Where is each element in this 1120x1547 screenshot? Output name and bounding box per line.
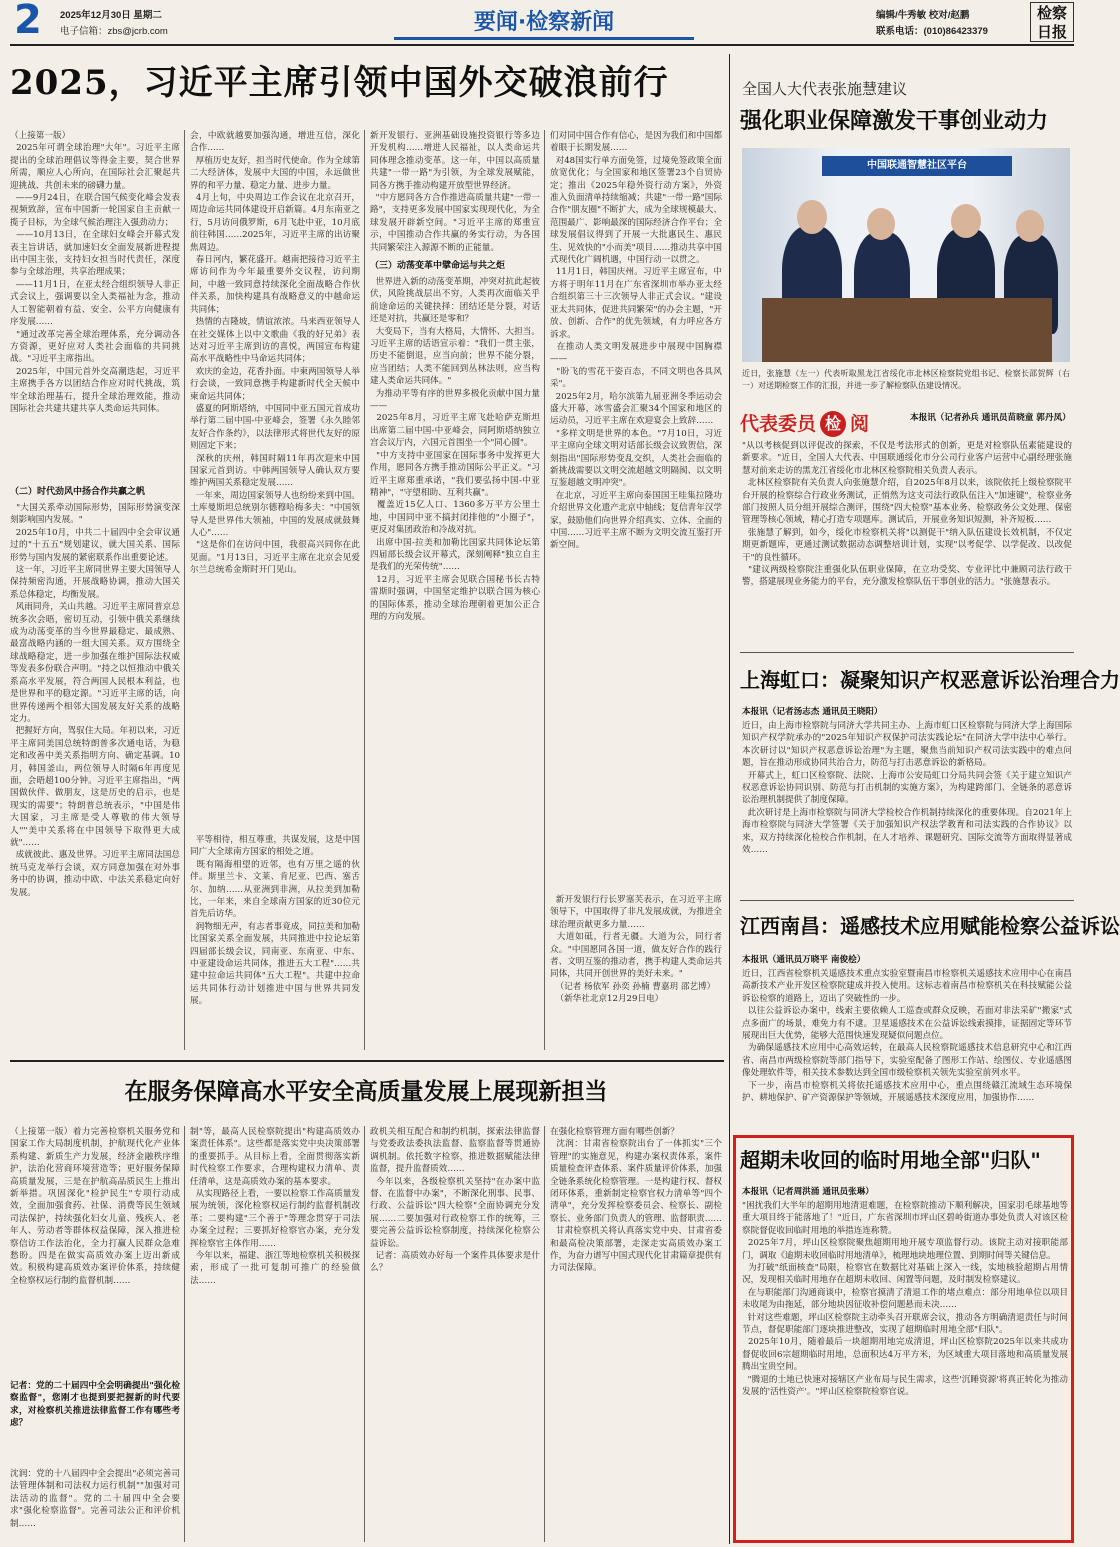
main-subhead-2: （二）时代劲风中扬合作共赢之帆 [10, 487, 146, 497]
bottom-col3-text: 政机关相互配合和制约机制，探索法律监督与党委政法委执法监督、监察监督等贯通协调机制。依托数字检察，推进数据赋能法律监督，提升监督质效…… 今年以来，各级检察机关坚持"在办案中监督、在监督中办案"，不断深化刑事、民事、行政、公益诉讼"四大检察"全面协调充分发展……二要加强对行政检察工作的统筹，三要完善公益诉讼检察制度，持续深化检察公益诉讼。 记者：高质效办好每一个案件具体要求是什么？ [370, 1127, 540, 1274]
masthead [0, 0, 1080, 44]
badge-text-c: 阅 [850, 413, 870, 435]
right-headline-3: 江西南昌：遥感技术应用赋能检察公益诉讼 [740, 914, 1120, 938]
bottom-col1-answer: 沈润：党的十八届四中全会提出"必须完善司法管理体制和司法权力运行机制""加强对司法活动的监督"。党的二十届四中全会要求"强化检察监督"。完善司法公正和评价机制…… [10, 1469, 180, 1529]
page-number: 2 [14, 0, 42, 43]
photo-caption: 近日，张施慧（左一）代表听取黑龙江省绥化市北林区检察院党组书记、检察长邵贺辉（右一）对送期检察工作的汇报，并进一步了解检察队伍建设情况。 [742, 369, 1070, 390]
column-divider [184, 1126, 185, 1542]
story-rule [740, 900, 1074, 901]
masthead-rule [10, 44, 1074, 46]
column-divider [544, 130, 545, 1050]
main-headline: 2025，习近平主席引领中国外交破浪前行 [10, 63, 669, 103]
column-divider [364, 1126, 365, 1542]
main-col2-text-a: 会，中欧就越要加强沟通，增进互信，深化合作…… 厚植历史友好，担当时代使命。作为全球第二大经济体，发展中大国的中国，永远做世界的和平力量、稳定力量、进步力量。 4月上旬，中央周边工作会议在北京召开，周边命运共同体建设开启新篇。4月东南亚之行，5月访问俄罗斯，6月飞赴中亚，10月底前往韩国……2025年，习近平主席的出访聚焦周边。 春日河内，繁花盛开。越南把接待习近平主席访问作为今年最重要外交议程，访问期间，中越一致同意持续深化全面战略合作伙伴关系，加快构建具有战略意义的中越命运共同体； 热情的吉隆坡，情谊浓浓。马来西亚领导人在社交媒体上以中文歌曲《我的好兄弟》表达对习近平主席到访的喜悦，两国宣布构建高水平战略性中马命运共同体； 欢庆的金边，花香扑面。中柬两国领导人举行会谈，一致同意携手构建新时代全天候中柬命运共同体； 盛夏的阿斯塔纳，中国同中亚五国元首成功举行第二届中国-中亚峰会，签署《永久睦邻友好合作条约》，以法律形式将世代友好的原则固定下来； 深秋的庆州，韩国时隔11年再次迎来中国国家元首到访。中韩两国领导人确认双方要维护两国关系稳定发展…… 一年来，周边国家领导人也纷纷来到中国。土库曼斯坦总统别尔德穆哈梅多夫："中国领导人是世界伟大领袖，中国的发展成就鼓舞人心"…… "这是你们在访问中国，我很高兴同你在此见面。"1月13日，习近平主席在北京会见爱尔兰总统希金斯时开门见山。 [190, 131, 361, 576]
right-headline-1: 强化职业保障激发干事创业动力 [740, 108, 1049, 134]
main-col2-text-b: 平等相待，相互尊重，共谋发展，这是中国同广大全球南方国家的相处之道。 既有隔海相望的近邻，也有万里之遥的伙伴。斯里兰卡、文莱、肯尼亚、巴西、塞舌尔、加纳……从亚洲到非洲，从拉美到加勒比，一年来，来自全球南方国家的近30位元首先后访华。 润物细无声，有志者事竟成，同拉美和加勒比国家关系全面发展，共同推进中拉论坛第四届部长级会议，同南亚、东南亚、中东、中亚建设命运共同体，推进五大工程"……共建中拉命运共同体"五大工程"。共建中拉命运共同体行动计划推进中国与世界共同发展。 [190, 835, 360, 1007]
main-col1-text-a: （上接第一版） 2025年可谓全球治理"大年"。习近平主席提出的全球治理倡议等得金主要，契合世界所需，顺应人心所向，在国际社会汇聚起共迎挑战、共创未来的磅礴力量。 ——9月24日，在联合国气候变化峰会发表视频致辞，宣布中国新一轮国家自主贡献一揽子目标，为全球气候治理注入强劲动力； ——10月13日，在全球妇女峰会开幕式发表主旨讲话，就加速妇女全面发展新进程提出中国主张，支持妇女担当时代责任，深度参与全球治理，共享治理成果； ——11月1日，在亚太经合组织领导人非正式会议上，强调要以全人类福祉为念，推动人工智能朝着有益、安全、公平方向健康有序发展…… "通过改革完善全球治理体系，充分调动各方资源，更好应对人类社会面临的共同挑战。"习近平主席指出。 2025年，中国元首外交高潮迭起，习近平主席携手各方以团结合作应对时代挑战，筑牢全球治理基石，提升全球治理效能，推动国际社会共建共建共享人类命运共同体。 [10, 131, 181, 414]
main-col3-text-b: 世界进入新的动荡变革期，冲突对抗此起彼伏，风险挑战层出不穷，人类再次面临关乎前途命运的关键抉择：团结还是分裂，对话还是对抗，共赢还是零和？ 大变局下，当有大格局，大情怀、大担当。习近平主席的话语宣示着："我们一贯主张，历史不能倒退，应当向前；世界不能分裂，应当团结；人类不能回到丛林法则，应当构建人类命运共同体。" 为推动平等有序的世界多极化贡献中国力量—— 2025年8月，习近平主席飞赴哈萨克斯坦出席第二届中国-中亚峰会，同阿斯塔纳独立宫会议厅内，六国元首围坐一个"同心圆"。 "中方支持中亚国家在国际事务中发挥更大作用，愿同各方携手推动国际公平正义。"习近平主席郑重承诺，"我们要弘扬中国-中亚精神"，"守望相助、互利共赢"。 覆盖近15亿人口、1360多万平方公里土地，中国同中亚不搞封闭排他的"小圈子"，更反对集团政治和冷战对抗。 出席中国-拉美和加勒比国家共同体论坛第四届部长级会议开幕式，深刻阐释"独立自主是我们的光荣传统"…… 12月，习近平主席会见联合国秘书长古特雷斯时强调，中国坚定维护以联合国为核心的国际体系，推动全球治理朝着更加公正合理的方向发展。 [370, 277, 541, 622]
main-col4-text-a: 们对同中国合作有信心，是因为我们和中国都着眼于长期发展…… 对48国实行单方面免签，过境免签政策全面放宽优化；与全国家和地区签署23个自贸协定；推出《2025年稳外资行动方案》，外资准入负面清单持续缩减；共建"一带一路"国际合作"朋友圈"不断扩大，成为全球规模最大、范围最广、影响最深的国际经济合作平台；全球发展倡议得到了开展一大批惠民生、惠民生、见效快的"小而美"项目……推动共享中国式现代化广阔机遇，中国行动一以贯之。 11月1日，韩国庆州。习近平主席宣布，中方将于明年11月在广东省深圳市举办亚太经合组织第三十三次领导人非正式会议。"建设亚太共同体，促进共同繁荣"的办会主题，"开放、创新、合作"的优先领域，有力呼应各方诉求。 在推动人类文明发展进步中展现中国胸襟—— "盼飞的雪花干姿百态，不同文明也各具风采"。 2025年2月，哈尔滨第九届亚洲冬季运动会盛大开幕，冰雪盛会汇聚34个国家和地区的运动员，习近平主席在欢迎宴会上致辞…… "多样文明是世界的本色。"7月10日，习近平主席向全球文明对话部长级会议致贺信，深刻指出"国际形势变乱交织，人类社会面临的新挑战需要以文明交流超越文明隔阂、以文明互鉴超越文明冲突"。 在北京，习近平主席向泰国国王哇集拉隆功介绍世界文化遗产北京中轴线；复信青年汉学家，鼓励他们向世界介绍真实、立体、全面的中国……习近平主席不断为文明交流互鉴打开新空间。 [550, 131, 723, 551]
story2-text: 近日，由上海市检察院与同济大学共同主办、上海市虹口区检察院与同济大学上海国际知识产权学院承办的"2025年知识产权保护司法实践论坛"在同济大学中法中心举行。本次研讨以"知识产权恶意诉讼治理"为主题，聚焦当前知识产权司法实践中的难点问题，旨在推动形成协同共治合力，防范与打击恶意诉讼的新格局。 开幕式上，虹口区检察院、法院、上海市公安局虹口分局共同会签《关于建立知识产权恶意诉讼协同识别、防范与打击机制的实施方案》，为构建跨部门、全链条的恶意诉讼治理机制提供了制度保障。 此次研讨是上海市检察院与同济大学检校合作机制持续深化的重要体现。自2021年上海市检察院与同济大学签署《关于加强知识产权法学教育和司法实践的合作协议》以来，双方持续深化检校合作机制，在人才培养、课题研究、国际交流等方面取得显著成效…… [742, 721, 1073, 856]
right-kicker: 全国人大代表张施慧建议 [742, 80, 908, 98]
story4-text: "困扰我们大半年的超期用地清退难题，在检察院推动下顺利解决，国家羽毛球基地等重大项目终于能落地了！"近日，广东省深圳市坪山区碧岭街道办事处负责人对该区检察院督促收回临时用地的举措连连称赞。 2025年7月，坪山区检察院聚焦超期用地开展专项监督行动。该院主动对接职能部门，调取《逾期未收回临时用地清单》，梳理地块地理位置、到期时间等关键信息。 为打破"纸面核查"局限，检察官在数据比对基础上深入一线，实地核验超期占用情况，发现相关临时用地存在超期未收回、闲置等问题，及时制发检察建议。 在与职能部门沟通商谈中，检察官摸清了清退工作的堵点难点：部分用地单位以项目未收尾为由拖延，部分地块因征收补偿问题悬而未决…… 针对这些难题，坪山区检察院主动牵头召开联席会议，推动各方明确清退责任与时间节点，督促职能部门逐块推进整改，实现了超期临时用地全部"归队"。 2025年10月，随着最后一块超期用地完成清退，坪山区检察院2025年以来共成功督促收回6宗超期临时用地，总面积达4万平方米，为区域重大项目落地和高质量发展腾出宝贵空间。 "腾退的土地已快速对接辖区产业布局与民生需求，这些'沉睡资源'将真正转化为推动发展的'活性资产'。"坪山区检察院检察官说。 [742, 1201, 1068, 1398]
main-col4-text-b: 新开发银行行长罗塞芙表示，在习近平主席领导下，中国取得了非凡发展成就，为推进全球治理贡献更多力量…… 大道如砥，行者无疆。大道为公，同行者众。"中国愿同各国一道，做友好合作的践行者、文明互鉴的推动者，携手构建人类命运共同体，共同开创世界的美好未来。" （记者 杨依军 孙奕 孙楠 曹嘉玥 邵艺博） （新华社北京12月29日电） [550, 895, 722, 1005]
column-divider [544, 1126, 545, 1542]
story-rule [740, 652, 1074, 653]
bottom-col1-text: （上接第一版）着力完善检察机关服务党和国家工作大局制度机制，护航现代化产业体系构建、新质生产力发展，经济金融秩序维护，法治化营商环境营造等；更好服务保障高质量发展，三是在护航高品质民生上推出新举措。巩固深化"检护民生"专项行动成效，全面加强食药、社保、消费等民生领域司法保护，持续强化妇女儿童、残疾人、老年人、劳动者等群体权益保障，深入推进检察信访工作法治化，全力打赢人民群众急难愁盼。四是在做实高质效办案上迈出新成效。积极构建高质效办案评价体系，持续健全检察权运行制约监督机制…… [10, 1127, 180, 1286]
bottom-col4-text: 在强化检察管理方面有哪些创新？ 沈润：甘肃省检察院出台了一体抓实"三个管理"的实施意见，构建办案权责体系，案件质量检查评查体系、案件质量评价体系，加强全链条系统化检察管理。一是构建行权、督权闭环体系，重新制定检察官权力清单等"四个清单"，充分发挥检察委员会、检察长、副检察长、业务部门负责人的管理、监督职责…… 甘肃检察机关将认真落实党中央、甘肃省委和最高检决策部署，走深走实高质效办案工作，为奋力谱写中国式现代化甘肃篇章提供有力司法保障。 [550, 1127, 722, 1274]
section-title: 要闻·检察新闻 [473, 10, 615, 35]
bottom-rule [10, 1060, 724, 1062]
story4-byline: 本报讯（记者周洪涌 通讯员张琳） [742, 1187, 874, 1197]
badge-circle: 检 [820, 411, 846, 437]
badge-text-a: 代表委员 [740, 413, 817, 435]
story2-byline: 本报讯（记者汤志杰 通讯员王晓阳） [742, 707, 883, 717]
right-headline-2: 上海虹口：凝聚知识产权恶意诉讼治理合力 [740, 668, 1120, 692]
main-subhead-3: （三）动荡变革中擘命运与共之炬 [370, 261, 506, 271]
column-divider [364, 130, 365, 1050]
main-col3-text-a: 新开发银行、亚洲基础设施投资银行等多边开发机构……增进人民福祉，以人类命运共同体理念推动变革。这一年，中国以高质量共建"一带一路"为引领，为全球发展赋能，同各方携手推动构建开放型世界经济。 "中方愿同各方合作推进高质量共建"一带一路"，支持更多发展中国家实现现代化，为全球发展开辟新空间。"习近平主席的郑重宣示，中国推动合作共赢的务实行动，为各国共同繁荣注入源源不断的正能量。 [370, 131, 540, 253]
right-rail-divider [729, 54, 730, 1544]
bottom-col2-text: 制"等，最高人民检察院提出"构建高质效办案责任体系"。这些都是落实党中央决策部署的重要抓手。从目标上看，全面贯彻落实新时代检察工作要求，合理构建权力清单、责任清单，这是高质效办案的基本要求。 从实现路径上看，一要以检察工作高质量发展为统领，深化检察权运行制约监督机制改革；二要构建"三个善于"等理念贯穿于司法办案全过程；三要抓好检察官办案，充分发挥检察官主体作用…… 今年以来，福建、浙江等地检察机关积极探索，形成了一批可复制可推广的经验做法…… [190, 1127, 360, 1286]
section-banner [394, 8, 694, 40]
phone: 联系电话：(010)86423379 [876, 26, 988, 37]
story1-byline: 本报讯（记者孙兵 通讯员苗晓童 郭丹凤） [910, 413, 1071, 423]
right-headline-4: 超期未收回的临时用地全部"归队" [740, 1148, 1041, 1172]
news-photo [742, 148, 1070, 362]
bottom-col1-question: 记者：党的二十届四中全会明确提出"强化检察监督"，您刚才也提到要把握新的时代要求，对检察机关推进法律监督工作有哪些考虑？ [10, 1381, 180, 1429]
column-divider [184, 130, 185, 1050]
newspaper-logo: 检察日报 [1030, 2, 1074, 42]
editors: 编辑/牛秀敏 校对/赵鹏 [876, 10, 970, 21]
column-badge [740, 410, 900, 438]
story1-text: "从以考核促到以评促改的探索，不仅是考法形式的创新，更是对检察队伍素能建设的新要求。"近日，全国人大代表、中国联通绥化市分公司行业客户运营中心副经理张施慧对前来走访的黑龙江省绥化市北林区检察院相关负责人表示。 北林区检察院有关负责人向张施慧介绍，自2025年8月以来，该院依托上级检察院平台开展的检察综合行政业务测试，正悄然为这支司法行政队伍注入"加速键"，检察业务部门按照人员分组开展综合测评，围绕"四大检察"基本业务、检察政务公文处理、保密管理等核心领域，精心打造专项题库。测试后，开展业务知识短测，补齐短板…… 张施慧了解到，如今，绥化市检察机关将"以测促干"纳入队伍建设长效机制，不仅定期更新题库，更通过测试数据动态调整培训计划，实现"以考促学、以学促改、以改促干"的良性循环。 "建议两级检察院注重强化队伍职业保障，在立功受奖、专业评比中兼顾司法行政干警，搭建展现业务能力的平台，充分激发检察队伍干事创业的活力。"张施慧表示。 [742, 441, 1072, 588]
photo-sign: 中国联通智慧社区平台 [822, 156, 1012, 176]
bottom-headline: 在服务保障高水平安全高质量发展上展现新担当 [124, 1078, 608, 1105]
story3-text: 近日，江西省检察机关遥感技术重点实验室暨南昌市检察机关遥感技术应用中心在南昌高新技术产业开发区检察院建成并投入使用。这标志着南昌市检察机关在科技赋能公益诉讼检察的道路上，迈出了突破性的一步。 以往公益诉讼办案中，线索主要依赖人工巡查或群众反映，若面对非法采矿"搬家"式点多面广的场景，难免力有不逮。卫星遥感技术在公益诉讼线索摸排，证据固定等环节展现出巨大优势，能够大范围快速发现疑似问题点位。 为确保遥感技术应用中心高效运转，在最高人民检察院遥感技术信息研究中心和江西省、南昌市两级检察院等部门指导下，实验室配备了图形工作站、绘图仪、专业遥感图像处理软件等，相关技术参数达到全国市级检察机关领先实验室前列水平。 下一步，南昌市检察机关将依托遥感技术应用中心，重点围绕赣江流域生态环境保护、耕地保护、矿产资源保护等领域，开展遥感技术深度应用，加强协作…… [742, 969, 1072, 1104]
issue-date: 2025年12月30日 星期二 [60, 10, 162, 21]
main-col1-text-b: "大国关系牵动国际形势，国际形势演变深刻影响国内发展。" 2025年10月，中共二十届四中全会审议通过的"十五五"规划建议，就大国关系、国际形势与国内发展的紧密联系作出重要论述。 这一年，习近平主席同世界主要大国领导人保持频密沟通，开展战略协调，推动大国关系总体稳定，均衡发展。 风雨同舟，关山共越。习近平主席同普京总统多次会晤，密切互动，引领中俄关系继续成为动荡变革的当今世界最稳定、最成熟、最富战略内涵的一组大国关系。双方围绕全球战略稳定，进一步加强在维护国际法权威等发表多份联合声明。"持之以恒推动中俄关系高水平发展，符合两国人民根本利益，也是世界和平的稳定源。"习近平主席的话，向世界传递两个相邻大国发展友好关系的战略定力。 把握好方向，驾驭住大局。年初以来，习近平主席同美国总统特朗普多次通电话，为稳定和改善中美关系指明方向、确定基调。10月，韩国釜山，两位领导人时隔6年再度见面，会晤超100分钟。习近平主席指出，"两国做伙伴、做朋友，这是历史的启示，也是现实的需要"；特朗普总统表示，"中国是伟大国家，习主席是受人尊敬的伟大领导人""美中关系将在中国领导下取得更大成就"…… 成就彼此、惠及世界。习近平主席同法国总统马克龙举行会谈，双方同意加强在对外事务中的协调，推动中欧、中法关系稳定向好发展。 [10, 503, 180, 898]
story3-byline: 本报讯（通讯员万晓平 南俊桧） [742, 955, 866, 965]
email: 电子信箱：zbs@jcrb.com [60, 26, 168, 37]
